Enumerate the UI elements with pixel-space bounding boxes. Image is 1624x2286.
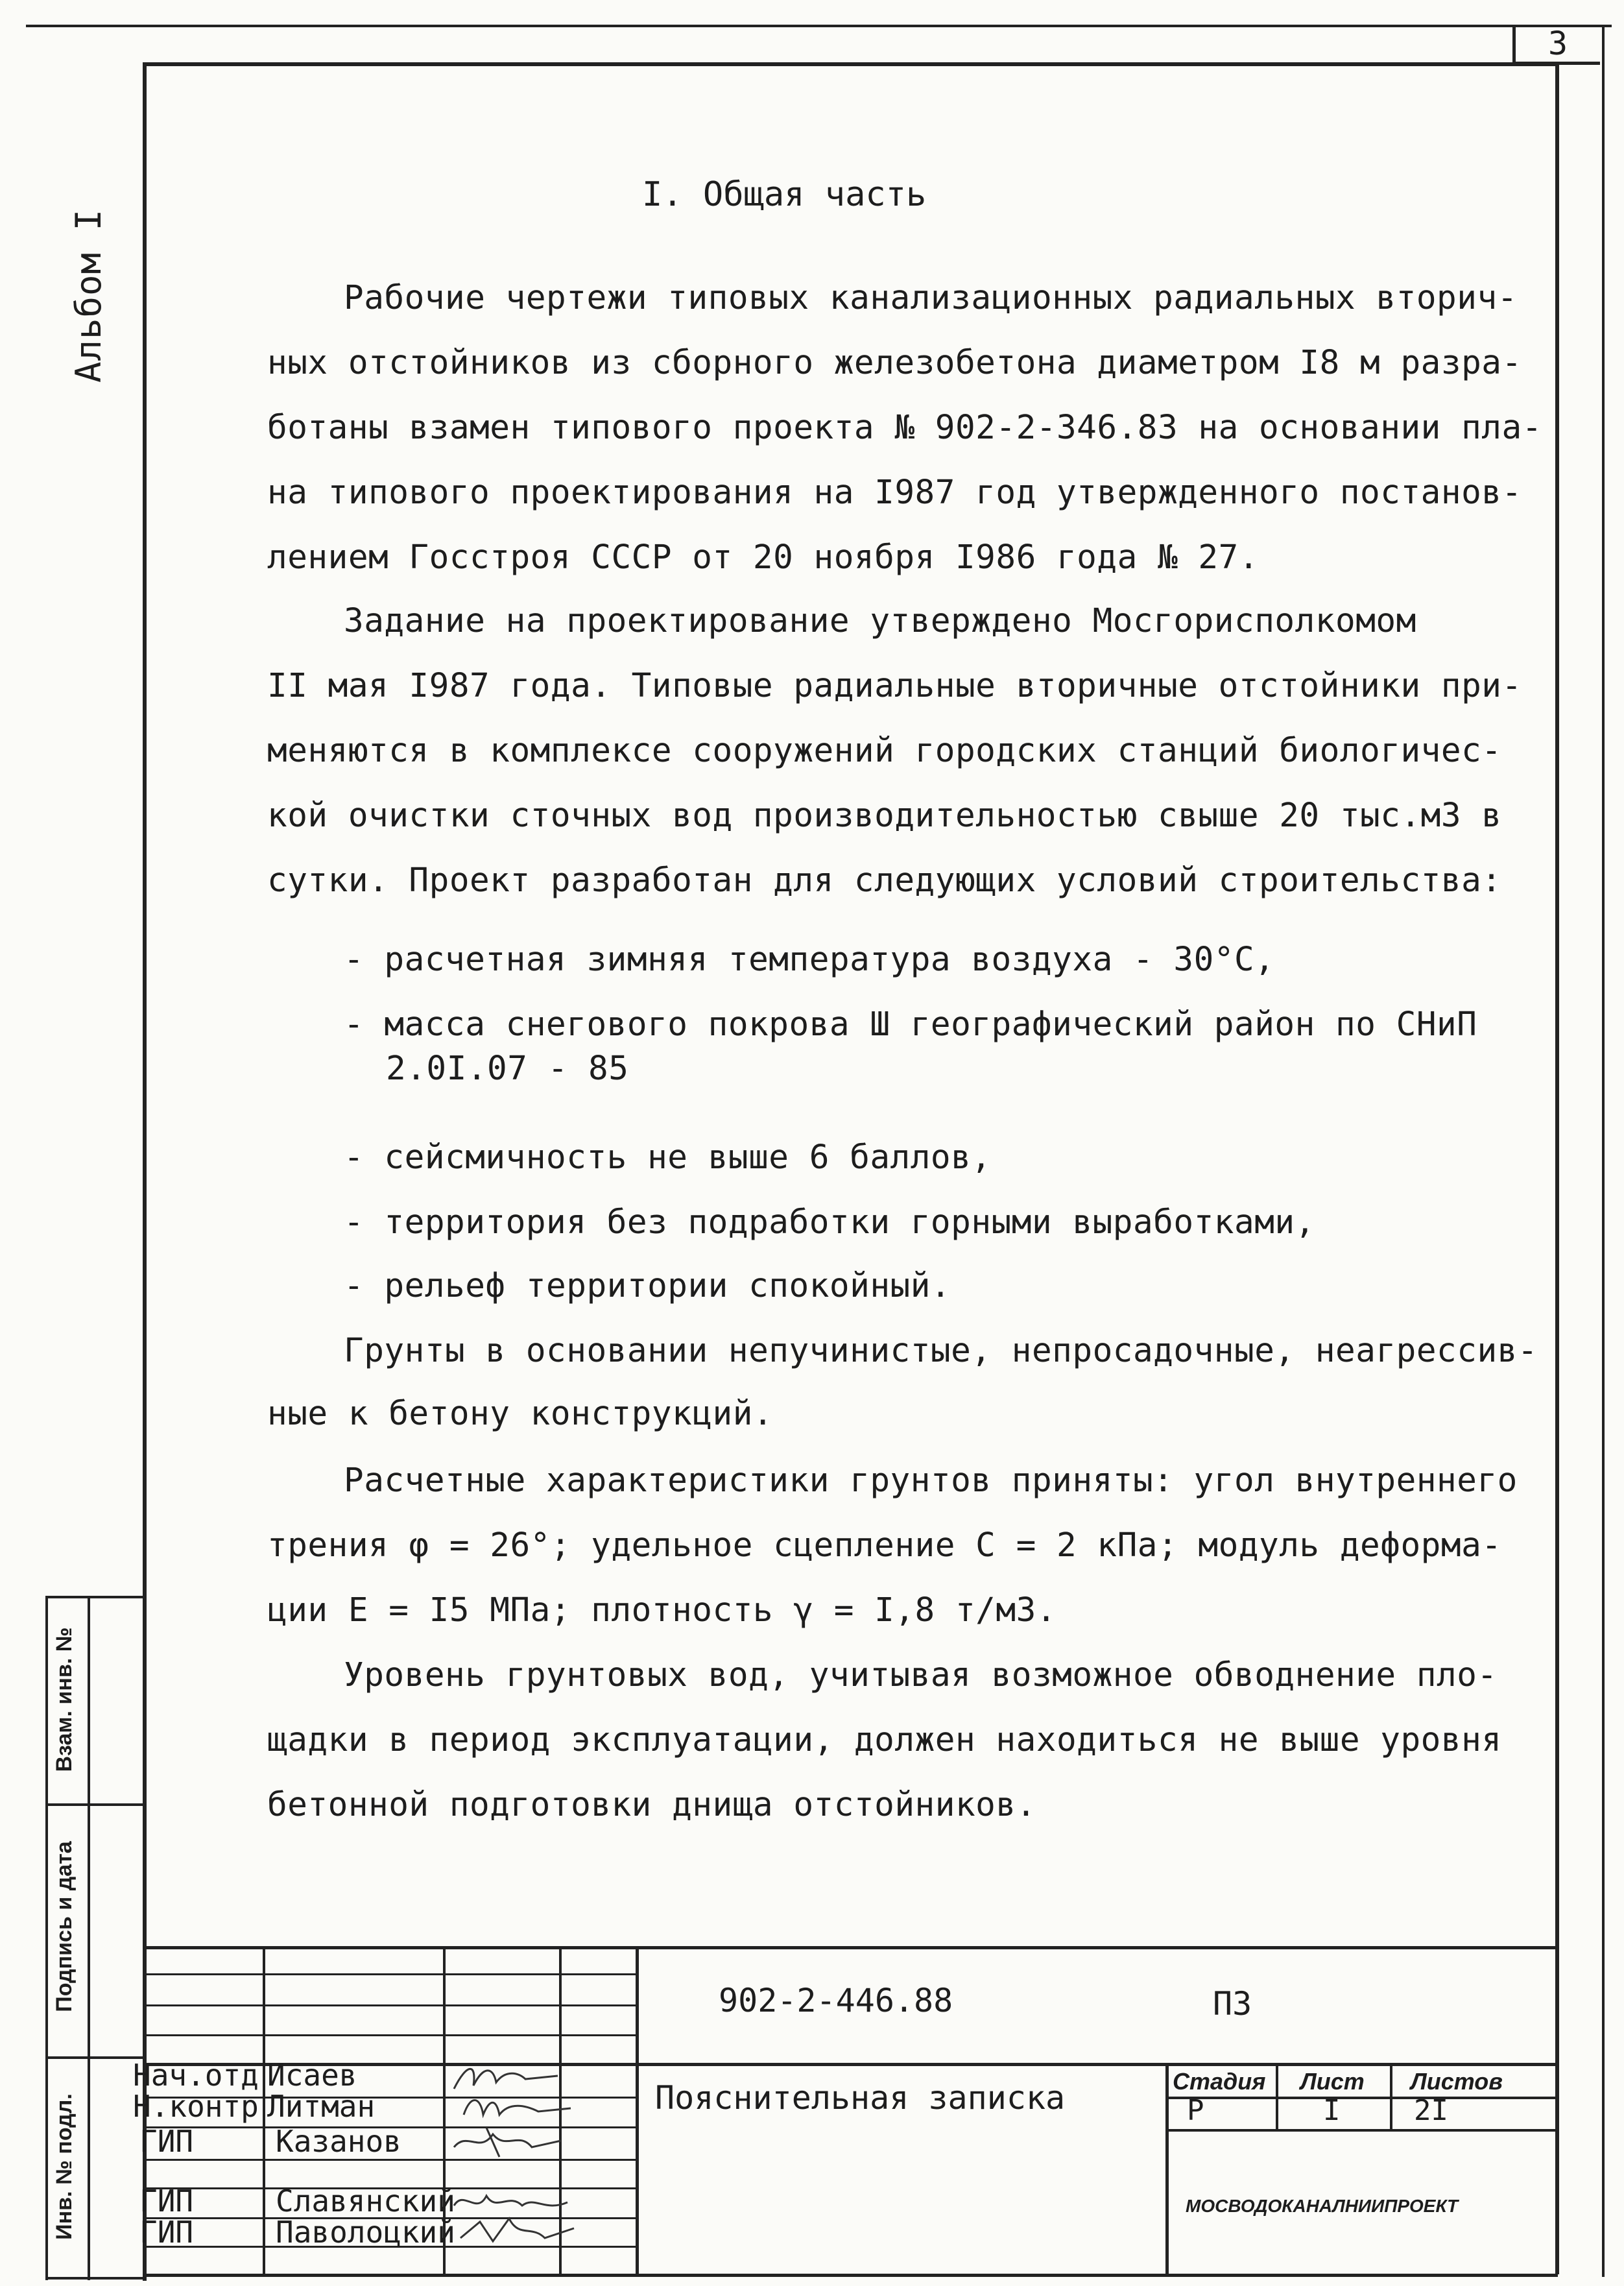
text-line: Грунты в основании непучинистые, непросадочные, неагрессив-: [344, 1332, 1538, 1370]
text-line: Расчетные характеристики грунтов приняты: угол внутреннего: [344, 1462, 1518, 1500]
tb-top: [144, 1946, 1558, 1949]
list-item: - рельеф территории спокойный.: [344, 1267, 951, 1305]
staff-name: Литман: [267, 2089, 376, 2124]
text-line: ные к бетону конструкций.: [267, 1395, 774, 1433]
top-edge-line: [26, 25, 1612, 27]
sheet-value: I: [1323, 2094, 1341, 2127]
tb-col-1: [263, 1946, 265, 2277]
section-title: I. Общая часть: [642, 175, 927, 214]
stage-col-1: [1276, 2063, 1278, 2130]
side-stamp-div2: [45, 2056, 146, 2059]
text-line: щадки в период эксплуатации, должен находиться не выше уровня: [267, 1721, 1502, 1759]
text-line: сутки. Проект разработан для следующих условий строительства:: [267, 861, 1502, 900]
text-line: ции Е = I5 МПа; плотность γ = I,8 т/м3.: [267, 1591, 1057, 1630]
doc-code: 902-2-446.88: [719, 1982, 953, 2019]
list-item: - расчетная зимняя температура воздуха - 30°С,: [344, 941, 1275, 979]
staff-role: Нач.отд: [133, 2058, 259, 2093]
text-line: II мая I987 года. Типовые радиальные вторичные отстойники при-: [267, 667, 1522, 705]
staff-name: Исаев: [267, 2058, 357, 2093]
doc-type: ПЗ: [1213, 1985, 1252, 2023]
text-line: бетонной подготовки днища отстойников.: [267, 1786, 1036, 1824]
podpis-data-label: Подпись и дата: [52, 1841, 77, 2012]
signature-kazanov: [448, 2121, 577, 2160]
outer-right-edge: [1602, 26, 1605, 2277]
list-item: - масса снегового покрова Ш географический район по СНиП: [344, 1005, 1477, 1044]
stage-row-2: [1165, 2129, 1558, 2132]
staff-role: ГИП: [139, 2215, 194, 2250]
tb-row-c: [144, 2034, 637, 2036]
staff-role: Н.контр: [133, 2089, 259, 2124]
side-stamp-top: [45, 1596, 146, 1598]
text-line: кой очистки сточных вод производительностью свыше 20 тыс.м3 в: [267, 797, 1502, 835]
text-line: лением Госстроя СССР от 20 ноября I986 года № 27.: [267, 538, 1260, 577]
sheet-number: 3: [1512, 26, 1600, 65]
sheets-value: 2I: [1414, 2094, 1448, 2127]
side-stamp-outer: [45, 1596, 48, 2280]
sheet-header: Лист: [1300, 2068, 1365, 2095]
text-line: Рабочие чертежи типовых канализационных радиальных вторич-: [344, 279, 1518, 317]
text-line: трения φ = 26°; удельное сцепление С = 2 кПа; модуль деформа-: [267, 1526, 1502, 1565]
tb-row-a: [144, 1973, 637, 1975]
organization: МОСВОДОКАНАЛНИИПРОЕКТ: [1186, 2196, 1459, 2216]
album-label: Альбом I: [68, 208, 109, 383]
stage-col-2: [1390, 2063, 1392, 2130]
text-line: меняются в комплексе сооружений городских станций биологичес-: [267, 732, 1502, 770]
staff-role: ГИП: [139, 2124, 194, 2159]
stage-header: Стадия: [1173, 2068, 1266, 2095]
text-line: Задание на проектирование утверждено Мосгорисполкомом: [344, 602, 1416, 640]
tb-row-b: [144, 2004, 637, 2006]
text-line: на типового проектирования на I987 год утвержденного постанов-: [267, 474, 1522, 512]
text-line: ботаны взамен типового проекта № 902-2-346.83 на основании пла-: [267, 409, 1542, 447]
stage-value: Р: [1187, 2094, 1204, 2127]
text-line: Уровень грунтовых вод, учитывая возможное обводнение пло-: [344, 1656, 1498, 1694]
staff-name: Казанов: [276, 2124, 401, 2159]
stage-row-1: [1165, 2097, 1558, 2099]
list-item: 2.0I.07 - 85: [386, 1050, 629, 1088]
staff-role: ГИП: [139, 2184, 194, 2219]
list-item: - территория без подработки горными выработками,: [344, 1203, 1315, 1242]
vzam-inv-label: Взам. инв. №: [52, 1627, 77, 1772]
inv-podl-label: Инв. № подл.: [52, 2093, 77, 2240]
stage-box-left: [1165, 2063, 1169, 2277]
tb-sep-main: [636, 1946, 639, 2277]
doc-name: Пояснительная записка: [655, 2079, 1066, 2117]
tb-bottom: [144, 2274, 1558, 2277]
sheets-header: Листов: [1411, 2068, 1503, 2095]
staff-name: Паволоцкий: [276, 2215, 455, 2250]
frame-right: [1555, 62, 1559, 2274]
side-stamp-bottom: [45, 2277, 146, 2280]
signature-pavolotsky: [454, 2212, 584, 2251]
frame-top: [144, 62, 1558, 66]
text-line: ных отстойников из сборного железобетона диаметром I8 м разра-: [267, 344, 1522, 382]
side-stamp-inner: [88, 1596, 90, 2280]
staff-name: Славянский: [276, 2184, 455, 2219]
list-item: - сейсмичность не выше 6 баллов,: [344, 1138, 992, 1177]
